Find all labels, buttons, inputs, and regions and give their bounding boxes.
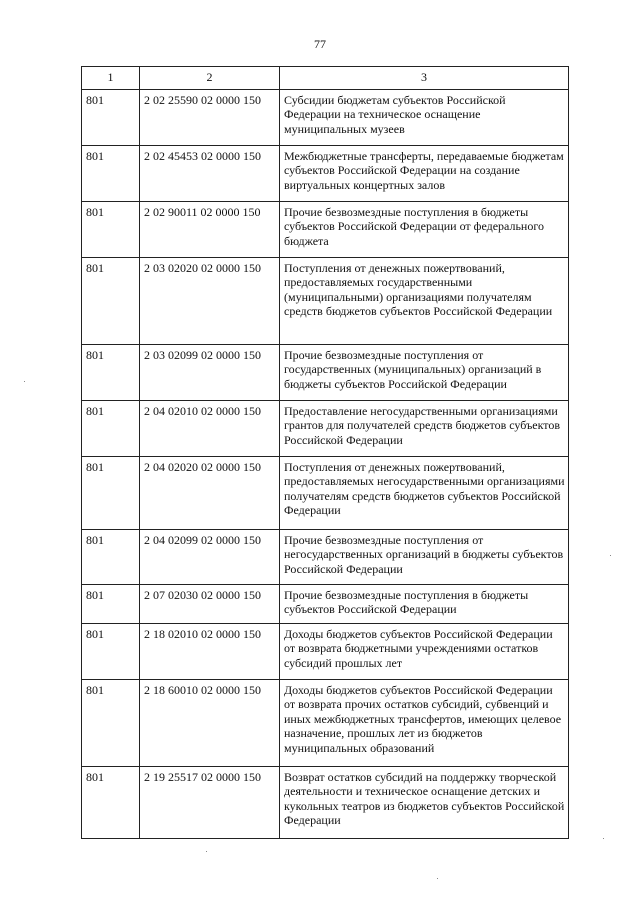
scan-speck bbox=[603, 838, 604, 839]
table-row bbox=[82, 766, 569, 838]
admin-code-cell: 801 bbox=[82, 529, 140, 584]
income-name-cell: Субсидии бюджетам субъектов Российской Федерации на техническое оснащение муниципальных музеев bbox=[280, 89, 569, 145]
scan-speck bbox=[206, 851, 207, 852]
column-header-3: 3 bbox=[280, 67, 569, 90]
scan-speck bbox=[437, 878, 438, 879]
budget-code-cell: 2 03 02099 02 0000 150 bbox=[140, 344, 280, 400]
budget-code-cell: 2 04 02010 02 0000 150 bbox=[140, 400, 280, 456]
budget-code-cell: 2 02 25590 02 0000 150 bbox=[140, 89, 280, 145]
budget-code-cell: 2 18 02010 02 0000 150 bbox=[140, 623, 280, 679]
table-row bbox=[82, 257, 569, 344]
budget-code-cell: 2 04 02099 02 0000 150 bbox=[140, 529, 280, 584]
table-row bbox=[82, 679, 569, 766]
scan-speck bbox=[610, 555, 611, 556]
table-row bbox=[82, 584, 569, 623]
budget-code-cell: 2 03 02020 02 0000 150 bbox=[140, 257, 280, 344]
income-name-cell: Поступления от денежных пожертвований, предоставляемых негосударственными организациями получателям средств бюджетов субъектов Российской Федерации bbox=[280, 456, 569, 529]
income-name-cell: Прочие безвозмездные поступления от негосударственных организаций в бюджеты субъектов Российской Федерации bbox=[280, 529, 569, 584]
admin-code-cell: 801 bbox=[82, 456, 140, 529]
admin-code-cell: 801 bbox=[82, 344, 140, 400]
table-row bbox=[82, 89, 569, 145]
budget-code-cell: 2 19 25517 02 0000 150 bbox=[140, 766, 280, 838]
income-name-cell: Предоставление негосударственными организациями грантов для получателей средств бюджетов субъектов Российской Федерации bbox=[280, 400, 569, 456]
page-number: 77 bbox=[314, 37, 326, 51]
income-name-cell: Прочие безвозмездные поступления в бюджеты субъектов Российской Федерации bbox=[280, 584, 569, 623]
income-name-cell: Доходы бюджетов субъектов Российской Федерации от возврата прочих остатков субсидий, субвенций и иных межбюджетных трансфертов, имеющих целевое назначение, прошлых лет из бюджетов муниципальных образований bbox=[280, 679, 569, 766]
budget-codes-table bbox=[81, 66, 569, 839]
table-row bbox=[82, 201, 569, 257]
income-name-cell: Доходы бюджетов субъектов Российской Федерации от возврата бюджетными учреждениями остатков субсидий прошлых лет bbox=[280, 623, 569, 679]
admin-code-cell: 801 bbox=[82, 584, 140, 623]
admin-code-cell: 801 bbox=[82, 145, 140, 201]
table-row bbox=[82, 529, 569, 584]
table-row bbox=[82, 344, 569, 400]
admin-code-cell: 801 bbox=[82, 766, 140, 838]
table-row bbox=[82, 456, 569, 529]
column-header-2: 2 bbox=[140, 67, 280, 90]
admin-code-cell: 801 bbox=[82, 400, 140, 456]
income-name-cell: Поступления от денежных пожертвований, предоставляемых государственными (муниципальными) организациями получателям средств бюджетов субъектов Российской Федерации bbox=[280, 257, 569, 344]
income-name-cell: Прочие безвозмездные поступления в бюджеты субъектов Российской Федерации от федерального бюджета bbox=[280, 201, 569, 257]
admin-code-cell: 801 bbox=[82, 679, 140, 766]
budget-code-cell: 2 04 02020 02 0000 150 bbox=[140, 456, 280, 529]
income-name-cell: Прочие безвозмездные поступления от государственных (муниципальных) организаций в бюджеты субъектов Российской Федерации bbox=[280, 344, 569, 400]
table-row bbox=[82, 145, 569, 201]
column-header-1: 1 bbox=[82, 67, 140, 90]
income-name-cell: Межбюджетные трансферты, передаваемые бюджетам субъектов Российской Федерации на создание виртуальных концертных залов bbox=[280, 145, 569, 201]
income-name-cell: Возврат остатков субсидий на поддержку творческой деятельности и техническое оснащение детских и кукольных театров из бюджетов субъектов Российской Федерации bbox=[280, 766, 569, 838]
scan-speck bbox=[24, 381, 25, 382]
admin-code-cell: 801 bbox=[82, 201, 140, 257]
table-row bbox=[82, 400, 569, 456]
budget-code-cell: 2 07 02030 02 0000 150 bbox=[140, 584, 280, 623]
table-header-row bbox=[82, 67, 569, 90]
budget-code-cell: 2 02 45453 02 0000 150 bbox=[140, 145, 280, 201]
budget-code-cell: 2 18 60010 02 0000 150 bbox=[140, 679, 280, 766]
budget-code-cell: 2 02 90011 02 0000 150 bbox=[140, 201, 280, 257]
admin-code-cell: 801 bbox=[82, 89, 140, 145]
admin-code-cell: 801 bbox=[82, 623, 140, 679]
admin-code-cell: 801 bbox=[82, 257, 140, 344]
table-row bbox=[82, 623, 569, 679]
